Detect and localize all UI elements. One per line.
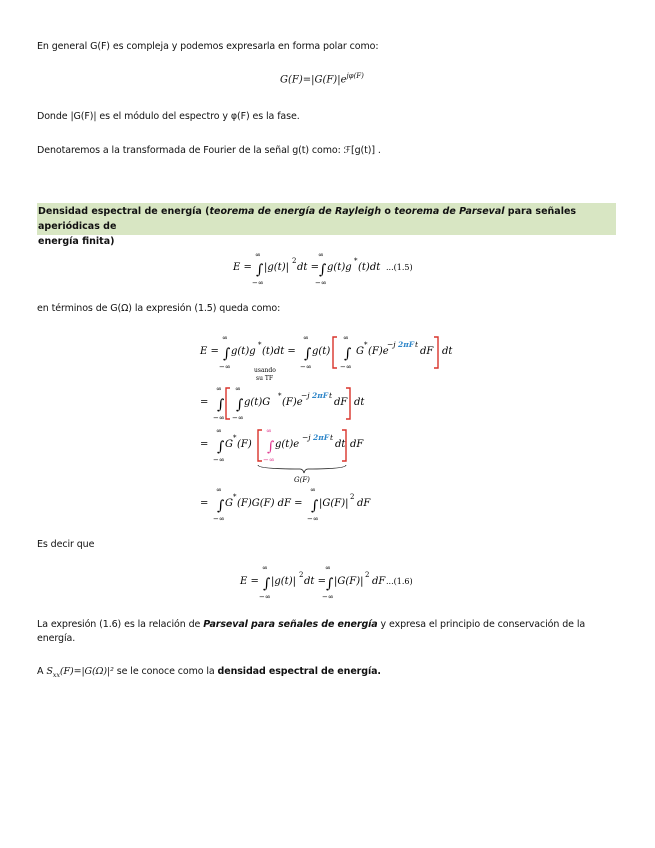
svg-text:−∞: −∞ (213, 515, 225, 523)
svg-text:∞: ∞ (266, 427, 272, 435)
underbrace-label: G(F) (294, 476, 310, 484)
svg-text:dF: dF (420, 346, 434, 357)
note-usando: usando (254, 367, 276, 374)
svg-text:g(t)g: g(t)g (231, 346, 256, 357)
svg-text:*: * (364, 341, 368, 349)
svg-text:∞: ∞ (216, 486, 222, 494)
svg-text:G: G (225, 439, 233, 450)
svg-text:dt: dt (335, 439, 346, 450)
equation-1-6 (239, 564, 413, 601)
svg-text:g(t): g(t) (312, 346, 331, 357)
svg-text:*: * (233, 493, 237, 501)
svg-text:∫: ∫ (223, 346, 231, 362)
svg-text:∫: ∫ (236, 397, 244, 413)
svg-text:(F)e: (F)e (368, 346, 389, 357)
svg-text:t: t (330, 433, 334, 442)
svg-text:g(t)e: g(t)e (275, 439, 300, 450)
svg-text:−j: −j (302, 433, 311, 442)
svg-text:(F): (F) (237, 439, 252, 450)
svg-text:−∞: −∞ (307, 515, 319, 523)
svg-text:g(t)G: g(t)G (244, 397, 271, 408)
equation-tag-1-6: ...(1.6) (386, 577, 413, 586)
svg-text:2: 2 (292, 257, 297, 265)
svg-text:∫: ∫ (267, 439, 275, 455)
svg-text:dF: dF (357, 498, 371, 509)
svg-text:∞: ∞ (318, 251, 324, 259)
svg-text:∫: ∫ (344, 346, 352, 362)
paragraph-in-terms-of-G: en términos de G(Ω) la expresión (1.5) queda como: (37, 303, 281, 314)
svg-text:−∞: −∞ (263, 456, 275, 464)
svg-text:∫: ∫ (256, 262, 264, 278)
svg-text:2: 2 (350, 493, 355, 501)
svg-text:|G(F)|: |G(F)| (334, 576, 364, 587)
svg-text:*: * (354, 257, 358, 265)
svg-text:−∞: −∞ (252, 279, 264, 287)
svg-text:*: * (258, 341, 262, 349)
svg-text:2πF: 2πF (398, 340, 415, 349)
svg-text:dt =: dt = (304, 576, 326, 587)
svg-text:E =: E = (240, 576, 259, 587)
svg-text:−∞: −∞ (259, 593, 271, 601)
svg-text:∫: ∫ (217, 498, 225, 514)
note-su-tf: su TF (256, 375, 274, 382)
svg-text:dF: dF (372, 576, 386, 587)
svg-text:∫: ∫ (217, 439, 225, 455)
svg-text:(t)dt: (t)dt (358, 262, 381, 273)
svg-text:∞: ∞ (222, 334, 228, 342)
svg-text:(F)G(F) dF =: (F)G(F) dF = (237, 498, 303, 509)
svg-text:|g(t)|: |g(t)| (264, 262, 289, 273)
paragraph-es-decir: Es decir que (37, 539, 95, 550)
equation-tag-1-5: ...(1.5) (386, 263, 413, 272)
svg-text:−∞: −∞ (340, 363, 352, 371)
svg-text:∞: ∞ (216, 385, 222, 393)
svg-text:∞: ∞ (303, 334, 309, 342)
svg-text:2πF: 2πF (313, 433, 330, 442)
svg-text:∞: ∞ (235, 385, 241, 393)
svg-text:G: G (225, 498, 233, 509)
svg-text:−j: −j (387, 340, 396, 349)
svg-text:−∞: −∞ (219, 363, 231, 371)
svg-text:=: = (200, 397, 209, 408)
svg-text:−∞: −∞ (213, 456, 225, 464)
svg-text:∫: ∫ (263, 576, 271, 592)
equation-polar: $G(F)=|G(F)|e^{j\varphi(F)}$ (280, 72, 364, 86)
svg-text:dt: dt (354, 397, 365, 408)
svg-text:(F)e: (F)e (282, 397, 303, 408)
svg-text:2πF: 2πF (312, 391, 329, 400)
svg-text:∫: ∫ (304, 346, 312, 362)
paragraph-polar-intro: En general G(F) es compleja y podemos expresarla en forma polar como: (37, 41, 379, 52)
svg-text:|G(F)|: |G(F)| (319, 498, 349, 509)
svg-text:dF: dF (334, 397, 348, 408)
svg-text:∞: ∞ (255, 251, 261, 259)
svg-text:∫: ∫ (319, 262, 327, 278)
svg-text:∞: ∞ (262, 564, 268, 572)
svg-text:∞: ∞ (216, 427, 222, 435)
svg-text:−∞: −∞ (232, 414, 244, 422)
svg-text:∞: ∞ (343, 334, 349, 342)
svg-text:2: 2 (365, 571, 370, 579)
svg-text:−∞: −∞ (213, 414, 225, 422)
paragraph-parseval-relation: La expresión (1.6) es la relación de Parseval para señales de energía y expresa el principio de conservación de la energía. (37, 619, 586, 644)
underbrace (258, 465, 346, 473)
svg-text:∫: ∫ (217, 397, 225, 413)
svg-text:*: * (278, 392, 282, 400)
svg-text:∫: ∫ (326, 576, 334, 592)
svg-text:∞: ∞ (325, 564, 331, 572)
svg-text:dt =: dt = (297, 262, 319, 273)
paragraph-modulus-phase: Donde |G(F)| es el módulo del espectro y φ(F) es la fase. (37, 111, 300, 122)
paragraph-fourier-notation: Denotaremos a la transformada de Fourier de la señal g(t) como: ℱ[g(t)] . (37, 145, 381, 156)
svg-text:−∞: −∞ (315, 279, 327, 287)
derivation-line-1 (199, 334, 453, 382)
svg-text:t: t (329, 391, 333, 400)
paragraph-energy-spectral-density: A $S_{xx}(F)=|G(\Omega)|^2$ se le conoce como la densidad espectral de energía. (37, 666, 381, 679)
svg-text:−∞: −∞ (300, 363, 312, 371)
svg-text:|g(t)|: |g(t)| (271, 576, 296, 587)
svg-text:−j: −j (301, 391, 310, 400)
svg-text:2: 2 (299, 571, 304, 579)
derivation-line-4 (200, 486, 371, 523)
svg-text:=: = (200, 439, 209, 450)
svg-text:E =: E = (200, 346, 219, 357)
svg-text:G: G (356, 346, 364, 357)
svg-text:dt: dt (442, 346, 453, 357)
equation-1-5 (232, 251, 413, 287)
svg-text:dF: dF (350, 439, 364, 450)
svg-text:t: t (415, 340, 419, 349)
derivation-line-3 (200, 427, 364, 484)
svg-text:E =: E = (233, 262, 252, 273)
svg-text:*: * (233, 434, 237, 442)
svg-text:g(t)g: g(t)g (327, 262, 352, 273)
svg-text:=: = (200, 498, 209, 509)
svg-text:∫: ∫ (311, 498, 319, 514)
section-heading-text: Densidad espectral de energía (teorema de energía de Rayleigh o teorema de Parseval para señales aperiódicas de energía finita) (38, 206, 577, 247)
svg-text:∞: ∞ (310, 486, 316, 494)
svg-text:−∞: −∞ (322, 593, 334, 601)
derivation-line-2 (200, 385, 365, 422)
svg-text:(t)dt =: (t)dt = (262, 346, 296, 357)
